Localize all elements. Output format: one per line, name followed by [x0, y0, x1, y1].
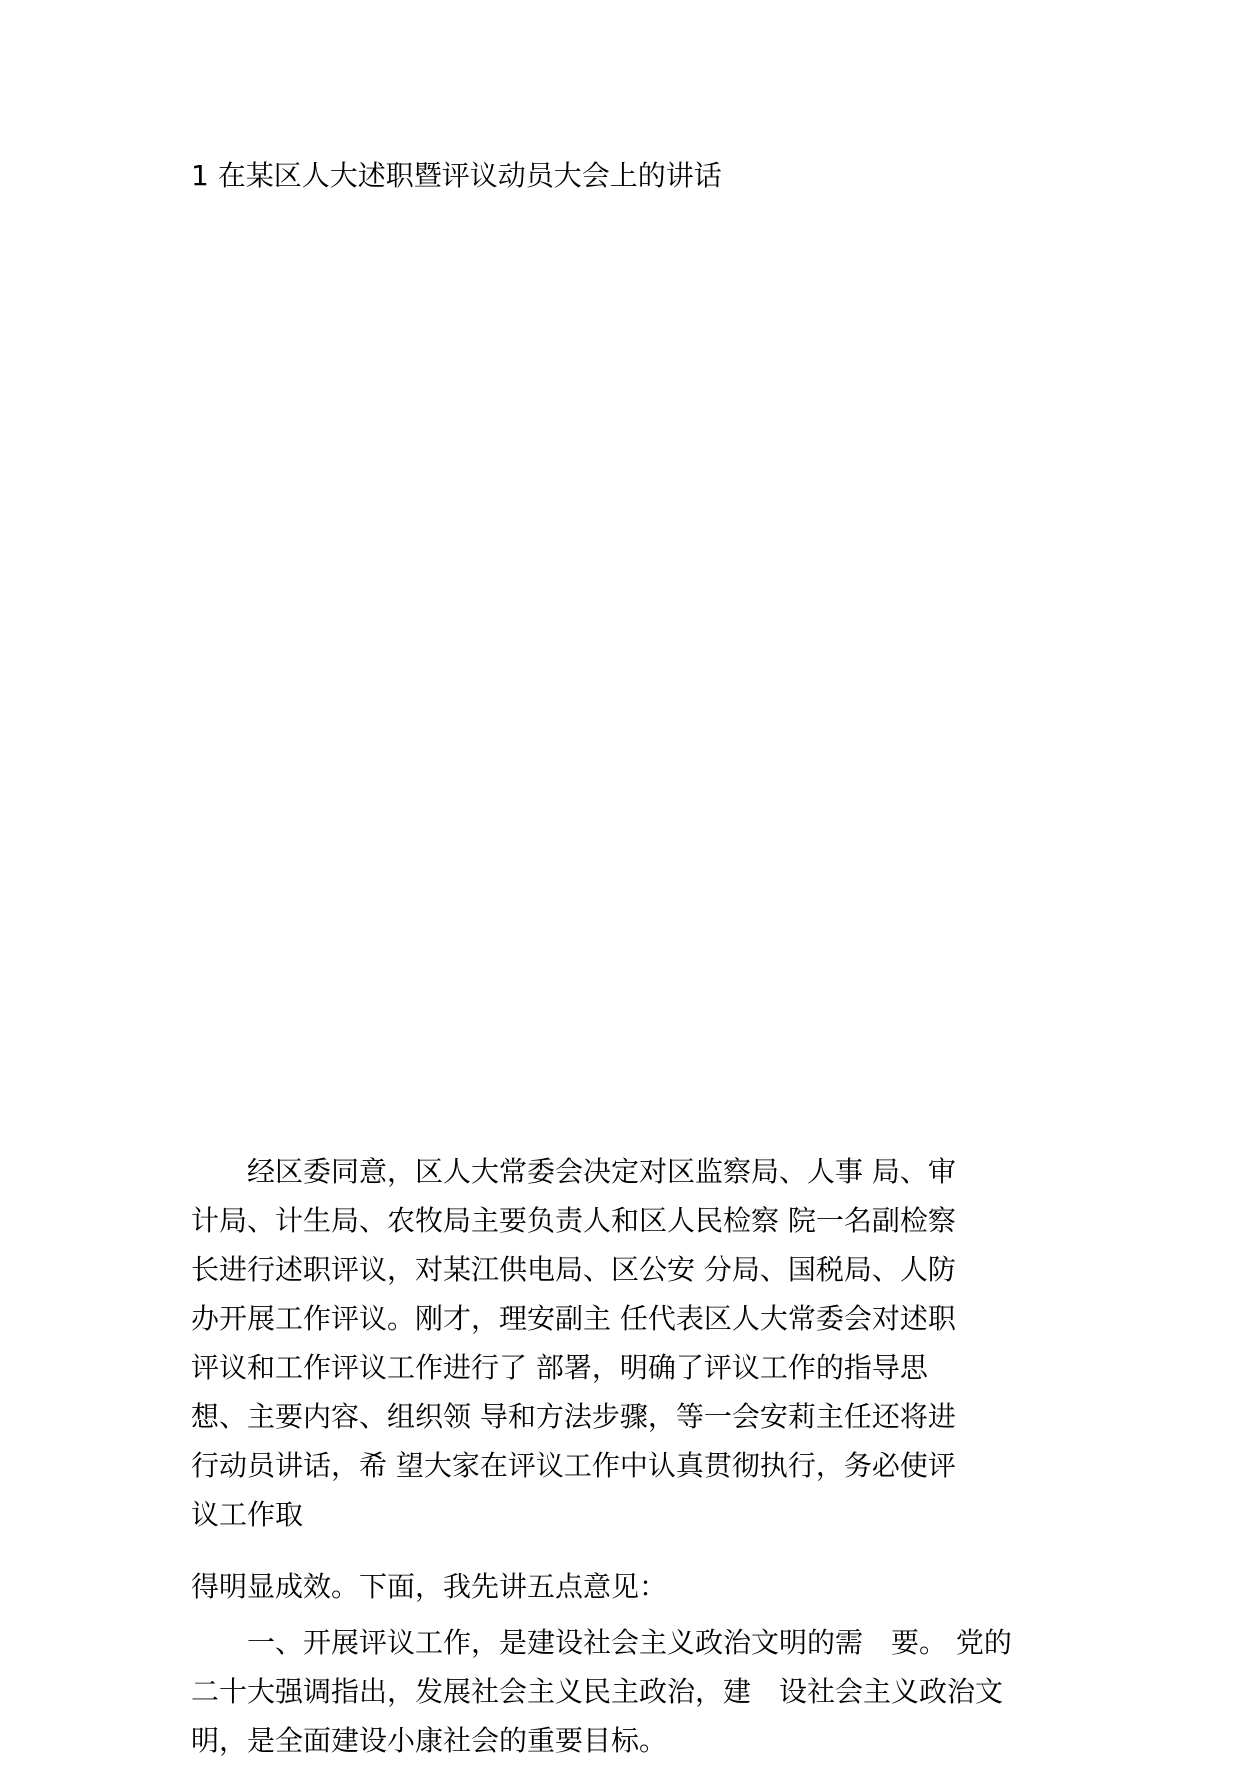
text-line: 长进行述职评议，对某江供电局、区公安 分局、国税局、人防	[191, 1253, 956, 1286]
paragraph-2	[191, 1562, 667, 1611]
text-line: 计局、计生局、农牧局主要负责人和区人民检察 院一名副检察	[191, 1204, 956, 1237]
paragraph-3	[191, 1618, 1012, 1765]
text-line: 办开展工作评议。刚才，理安副主 任代表区人大常委会对述职	[191, 1302, 956, 1335]
text-line: 评议和工作评议工作进行了 部署，明确了评议工作的指导思	[191, 1351, 928, 1384]
text-line: 一、开展评议工作，是建设社会主义政治文明的需 要。 党的	[191, 1626, 1012, 1659]
text-line: 二十大强调指出，发展社会主义民主政治，建 设社会主义政治文	[191, 1675, 1004, 1708]
text-line: 想、主要内容、组织领 导和方法步骤，等一会安莉主任还将进	[191, 1400, 956, 1433]
text-line: 行动员讲话，希 望大家在评议工作中认真贯彻执行，务必使评	[191, 1449, 956, 1482]
document-title: 1 在某区人大述职暨评议动员大会上的讲话	[191, 159, 722, 192]
text-line: 议工作取	[191, 1498, 304, 1531]
text-line: 经区委同意，区人大常委会决定对区监察局、人事 局、审	[191, 1155, 956, 1188]
text-line: 得明显成效。下面，我先讲五点意见：	[191, 1570, 668, 1603]
paragraph-1	[191, 1147, 956, 1539]
text-line: 明，是全面建设小康社会的重要目标。	[191, 1724, 668, 1757]
